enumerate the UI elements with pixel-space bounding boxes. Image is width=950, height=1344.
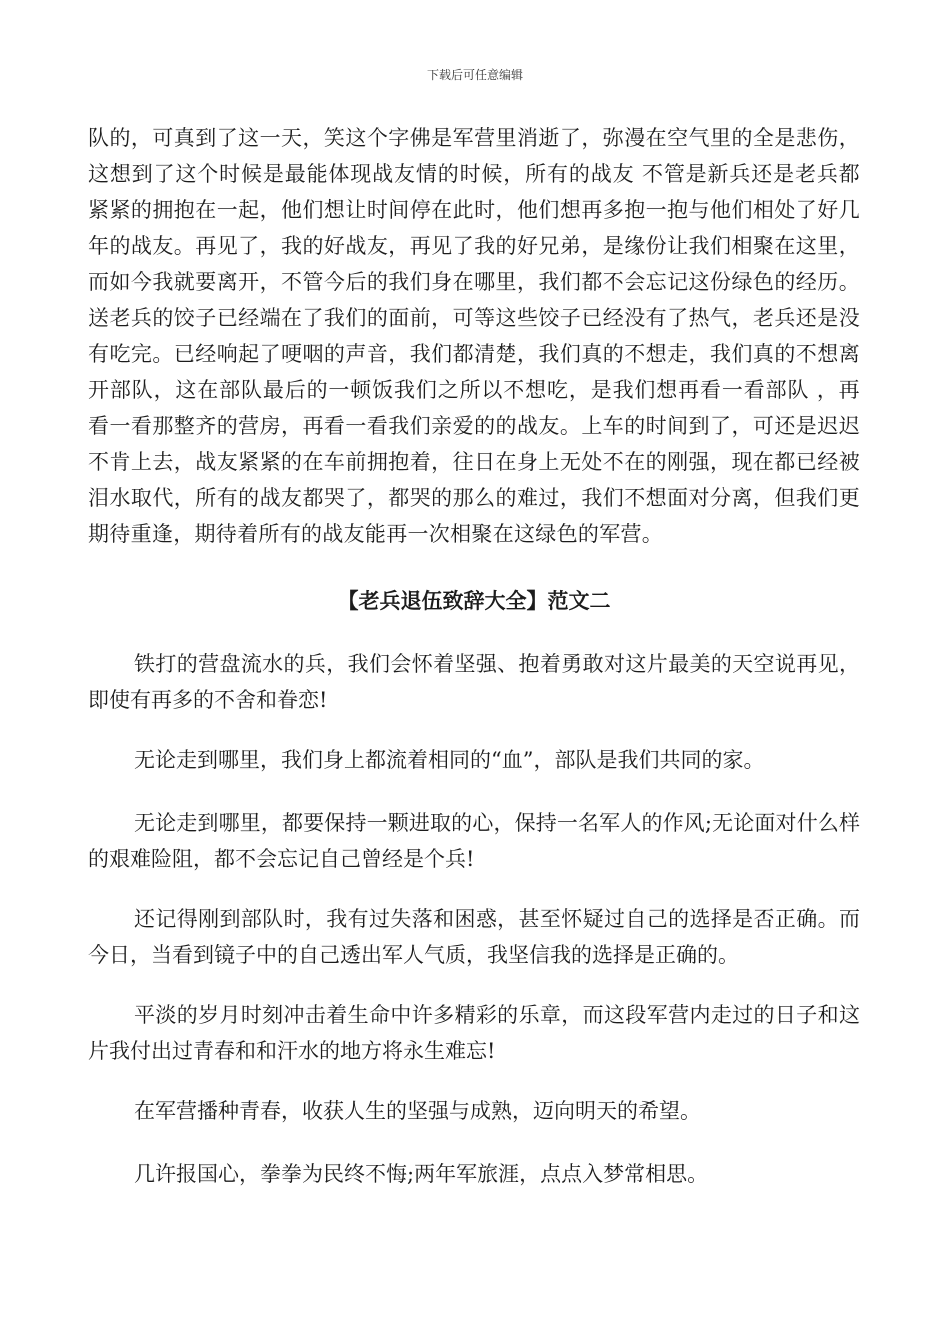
page-header: 下载后可任意编辑 <box>426 68 523 82</box>
paragraph: 平淡的岁月时刻冲击着生命中许多精彩的乐章，而这段军营内走过的日子和这片我付出过青春和和汗水的地方将永生难忘! <box>88 1003 860 1063</box>
paragraph: 在军营播种青春，收获人生的坚强与成熟，迈向明天的希望。 <box>134 1099 701 1123</box>
paragraph: 还记得刚到部队时，我有过失落和困惑，甚至怀疑过自己的选择是否正确。而今日，当看到镜子中的自己透出军人气质，我坚信我的选择是正确的。 <box>88 907 860 967</box>
document-body <box>88 120 860 1219</box>
paragraph: 铁打的营盘流水的兵，我们会怀着坚强、抱着勇敢对这片最美的天空说再见，即使有再多的不舍和眷恋! <box>88 652 860 712</box>
paragraph: 无论走到哪里，我们身上都流着相同的“血”，部队是我们共同的家。 <box>134 748 765 772</box>
paragraph: 几许报国心，拳拳为民终不悔;两年军旅涯，点点入梦常相思。 <box>134 1162 709 1186</box>
paragraph: 无论走到哪里，都要保持一颗进取的心，保持一名军人的作风;无论面对什么样的艰难险阻，都不会忘记自己曾经是个兵! <box>88 811 860 871</box>
continued-paragraph: 队的，可真到了这一天，笑这个字佛是军营里消逝了，弥漫在空气里的全是悲伤，这想到了这个时候是最能体现战友情的时候，所有的战友 不管是新兵还是老兵都紧紧的拥抱在一起，他们想让时间停在此时，他们想再多抱一抱与他们相处了好几年的战友。再见了，我的好战友，再见了我的好兄弟，是缘份让我们相聚在这里，而如今我就要离开，不管今后的我们身在哪里，我们都不会忘记这份绿色的经历。送老兵的饺子已经端在了我们的面前，可等这些饺子已经没有了热气，老兵还是没有吃完。已经响起了哽咽的声音，我们都清楚，我们真的不想走，我们真的不想离开部队，这在部队最后的一顿饭我们之所以不想吃，是我们想再看一看部队 ，再看一看那整齐的营房，再看一看我们亲爱的的战友。上车的时间到了，可还是迟迟不肯上去，战友紧紧的在车前拥抱着，往日在身上无处不在的刚强，现在都已经被泪水取代，所有的战友都哭了，都哭的那么的难过，我们不想面对分离，但我们更期待重逢，期待着所有的战友能再一次相聚在这绿色的军营。 <box>88 126 860 546</box>
section-heading: 【老兵退伍致辞大全】范文二 <box>337 588 611 613</box>
